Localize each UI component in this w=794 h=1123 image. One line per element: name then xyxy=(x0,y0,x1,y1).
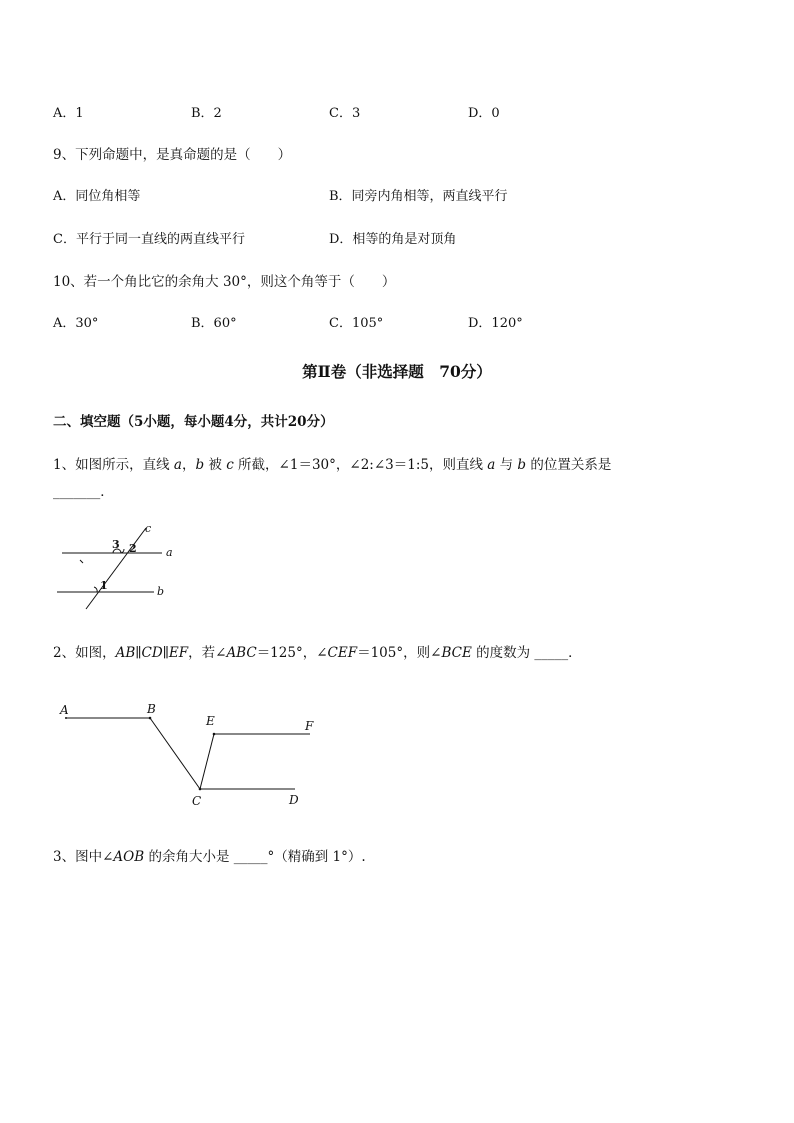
fill1-var-b: b xyxy=(195,457,205,473)
fill3-stem xyxy=(53,845,366,865)
fill2-angle-bce: BCE xyxy=(441,645,472,661)
angle-arc-3 xyxy=(113,549,121,553)
fill1-stem xyxy=(53,453,611,473)
fill3-pre: 3、图中∠ xyxy=(53,849,114,865)
fill2-mid1: ，若∠ xyxy=(188,645,227,661)
fill2-stem xyxy=(53,641,582,661)
q10-option-d: D．120° xyxy=(468,316,523,331)
fill2-relation: AB∥CD∥EF xyxy=(115,645,189,661)
fill1-pre: 1、如图所示，直线 xyxy=(53,457,174,473)
point-a xyxy=(65,717,67,719)
angle-arc-1 xyxy=(94,587,97,592)
fig1-label-c: c xyxy=(145,522,152,535)
tick-mark xyxy=(80,560,83,563)
fill1-var-c: c xyxy=(226,457,234,473)
fig2-label-e: E xyxy=(206,714,215,728)
q9-option-a: A．同位角相等 xyxy=(53,189,141,204)
q10-option-b: B．60° xyxy=(191,316,237,331)
segment-ce xyxy=(200,734,214,789)
fill1-mid2: 所截，∠1＝30°，∠2:∠3＝1:5，则直线 xyxy=(233,457,488,473)
fill2-angle-abc: ABC xyxy=(226,645,257,661)
q8-option-a: A．1 xyxy=(53,106,84,121)
fig2-label-c: C xyxy=(192,794,202,808)
q9-stem: 9、下列命题中，是真命题的是（ ） xyxy=(53,147,292,163)
section-two-title: 二、填空题（5小题，每小题4分，共计20分） xyxy=(53,414,334,430)
fig2-label-b: B xyxy=(147,702,156,716)
fill2-mid3: ＝105°，则∠ xyxy=(357,645,442,661)
q10-stem: 10、若一个角比它的余角大 30°，则这个角等于（ ） xyxy=(53,274,396,290)
fill1-comma: ， xyxy=(181,457,196,473)
fig1-label-1: 1 xyxy=(100,579,108,592)
fill1-mid1: 被 xyxy=(204,457,227,473)
point-c xyxy=(199,788,202,791)
q9-option-d: D．相等的角是对顶角 xyxy=(329,232,457,247)
q8-option-c: C．3 xyxy=(329,106,361,121)
q10-option-c: C．105° xyxy=(329,316,384,331)
fill2-post: 的度数为 _____． xyxy=(471,645,582,661)
q9-option-b: B．同旁内角相等，两直线平行 xyxy=(329,189,508,204)
q8-option-b: B．2 xyxy=(191,106,222,121)
fill1-blank: _______． xyxy=(53,484,114,500)
point-e xyxy=(213,733,216,736)
fill1-var-b2: b xyxy=(517,457,527,473)
fig2-label-d: D xyxy=(289,793,299,807)
fill1-var-a: a xyxy=(173,457,182,473)
fill1-post: 的位置关系是 xyxy=(526,457,612,473)
fig1-label-3: 3 xyxy=(112,538,120,551)
point-b xyxy=(149,717,152,720)
q10-option-a: A．30° xyxy=(53,316,99,331)
angle-arc-2 xyxy=(121,549,124,553)
fig1-label-b: b xyxy=(157,585,165,598)
q9-option-c: C．平行于同一直线的两直线平行 xyxy=(53,232,245,247)
fig1-label-2: 2 xyxy=(129,542,137,555)
fill1-mid3: 与 xyxy=(495,457,518,473)
fill3-post: 的余角大小是 _____°（精确到 1°）. xyxy=(144,849,366,865)
segment-bc xyxy=(150,718,200,789)
fill2-pre: 2、如图， xyxy=(53,645,116,661)
fig2-label-a: A xyxy=(60,703,69,717)
line-c xyxy=(86,528,146,609)
fig2-label-f: F xyxy=(305,719,314,733)
part-two-title: 第Ⅱ卷（非选择题 70分） xyxy=(302,362,492,381)
q8-option-d: D．0 xyxy=(468,106,500,121)
fig1-label-a: a xyxy=(166,546,173,559)
fill2-mid2: ＝125°，∠ xyxy=(256,645,328,661)
fill3-angle-aob: AOB xyxy=(113,849,145,865)
fill1-var-a2: a xyxy=(487,457,496,473)
fill2-angle-cef: CEF xyxy=(327,645,358,661)
